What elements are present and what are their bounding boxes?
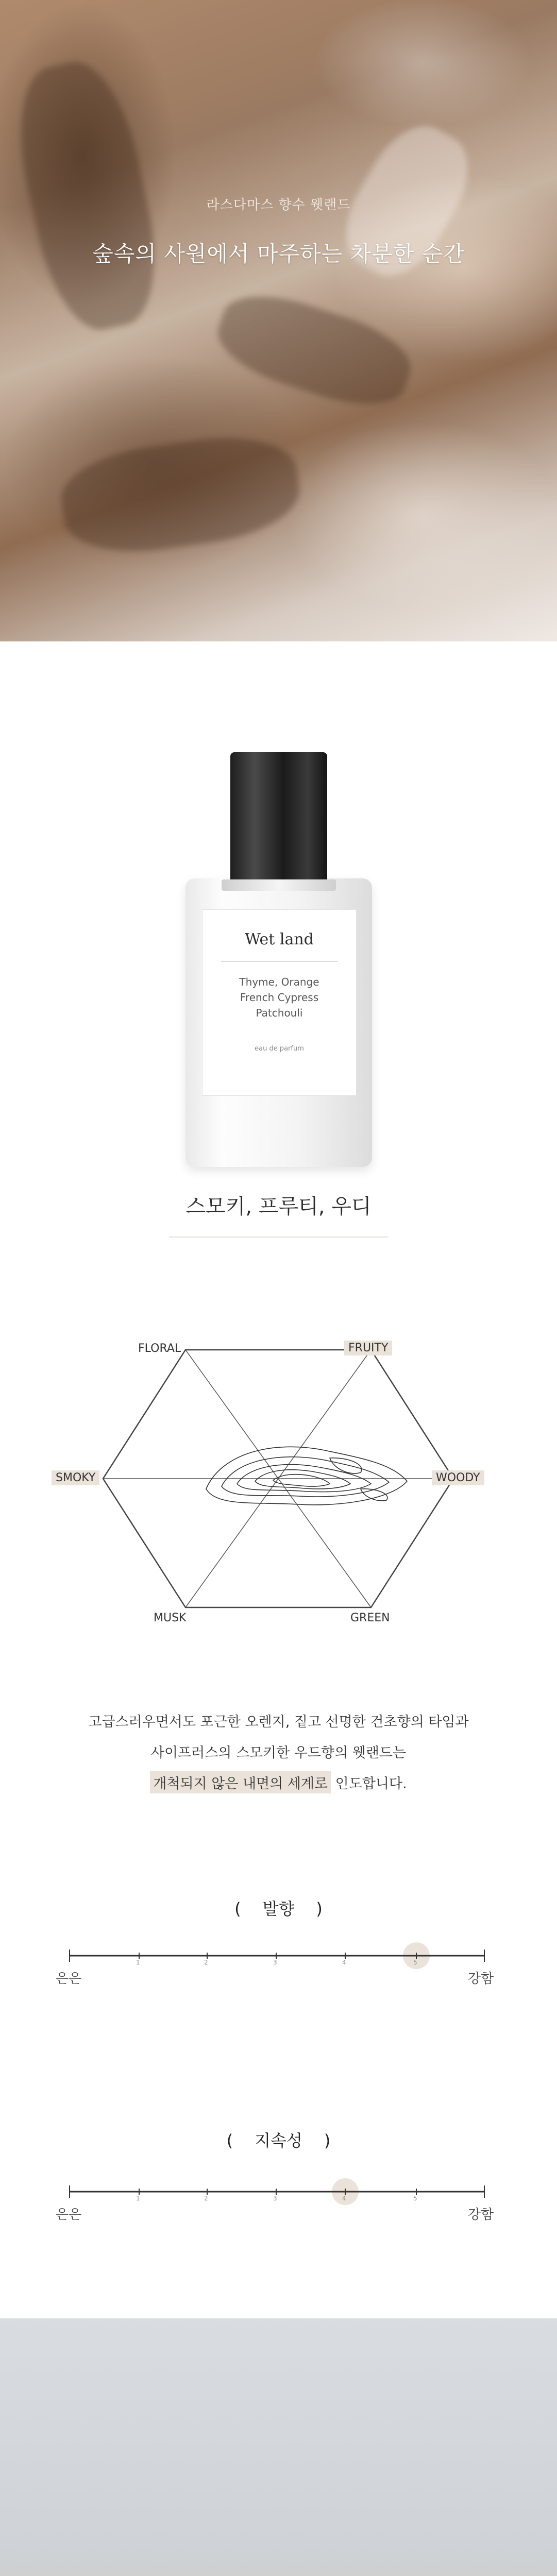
- scale-tick: 3: [273, 2195, 277, 2202]
- bottle-label-notes: [202, 974, 356, 1021]
- scale-tick: 5: [413, 2195, 417, 2202]
- scale-tick: 5: [413, 1959, 417, 1966]
- scale-tick: 1: [136, 2195, 140, 2202]
- scent-profile-section: [0, 1195, 557, 2442]
- scale-tick: 4: [342, 1959, 346, 1966]
- bottle-label-small: eau de parfum: [255, 1045, 304, 1053]
- bottle-label: [202, 909, 357, 1096]
- hero-title: 숲속의 사원에서 마주하는 차분한 순간: [92, 241, 465, 266]
- bottle-label-name: Wet land: [245, 930, 314, 948]
- scale-high-label: 강함: [468, 2207, 494, 2223]
- bottle-neck: [222, 879, 336, 891]
- scale-title-diffusion: ( 발향 ): [0, 1896, 557, 1920]
- bottle-note: Thyme, Orange: [239, 976, 319, 988]
- axis-label-smoky: SMOKY: [52, 1470, 99, 1485]
- scent-description-rest: 인도합니다.: [331, 1776, 407, 1792]
- scale-tick: 3: [273, 1959, 277, 1966]
- axis-label-musk: MUSK: [154, 1612, 187, 1624]
- product-image: [0, 641, 557, 1195]
- title-underline: [169, 1236, 389, 1238]
- axis-label-fruity: FRUITY: [344, 1341, 392, 1355]
- scale-title-text: 발향: [262, 1899, 295, 1919]
- scent-description-line: 고급스러우면서도 포근한 오렌지, 짙고 선명한 건초향의 타임과: [88, 1714, 469, 1730]
- scent-description-highlight: 개척되지 않은 내면의 세계로: [150, 1771, 331, 1793]
- scent-description-line: 사이프러스의 스모키한 우드향의 웻랜드는: [150, 1745, 407, 1761]
- scale-low-label: 은은: [56, 2207, 82, 2223]
- scale-tick: 2: [204, 2195, 208, 2202]
- axis-label-floral: FLORAL: [138, 1342, 181, 1355]
- bottle-label-divider: [221, 961, 337, 962]
- axis-label-green: GREEN: [350, 1612, 390, 1624]
- bottle-cap: [230, 752, 327, 884]
- scent-description-line: [0, 1771, 557, 1793]
- hero-banner: [0, 0, 557, 641]
- bottle-note: French Cypress: [240, 991, 319, 1004]
- hero-subtitle: 라스다마스 향수 웻랜드: [206, 197, 351, 213]
- bottle-note: Patchouli: [256, 1007, 303, 1019]
- landscape-photo: [0, 2318, 557, 2576]
- scent-title: 스모키, 프루티, 우디: [185, 1195, 372, 1218]
- scale-tick: 4: [342, 2195, 346, 2202]
- scale-title-longevity: ( 지속성 ): [0, 2128, 557, 2151]
- scale-title-text: 지속성: [255, 2131, 302, 2150]
- scale-high-label: 강함: [468, 1971, 494, 1987]
- scale-tick: 2: [204, 1959, 208, 1966]
- scent-contour: [206, 1447, 407, 1505]
- scale-tick: 1: [136, 1959, 140, 1966]
- axis-label-woody: WOODY: [432, 1470, 484, 1485]
- scale-low-label: 은은: [56, 1971, 82, 1987]
